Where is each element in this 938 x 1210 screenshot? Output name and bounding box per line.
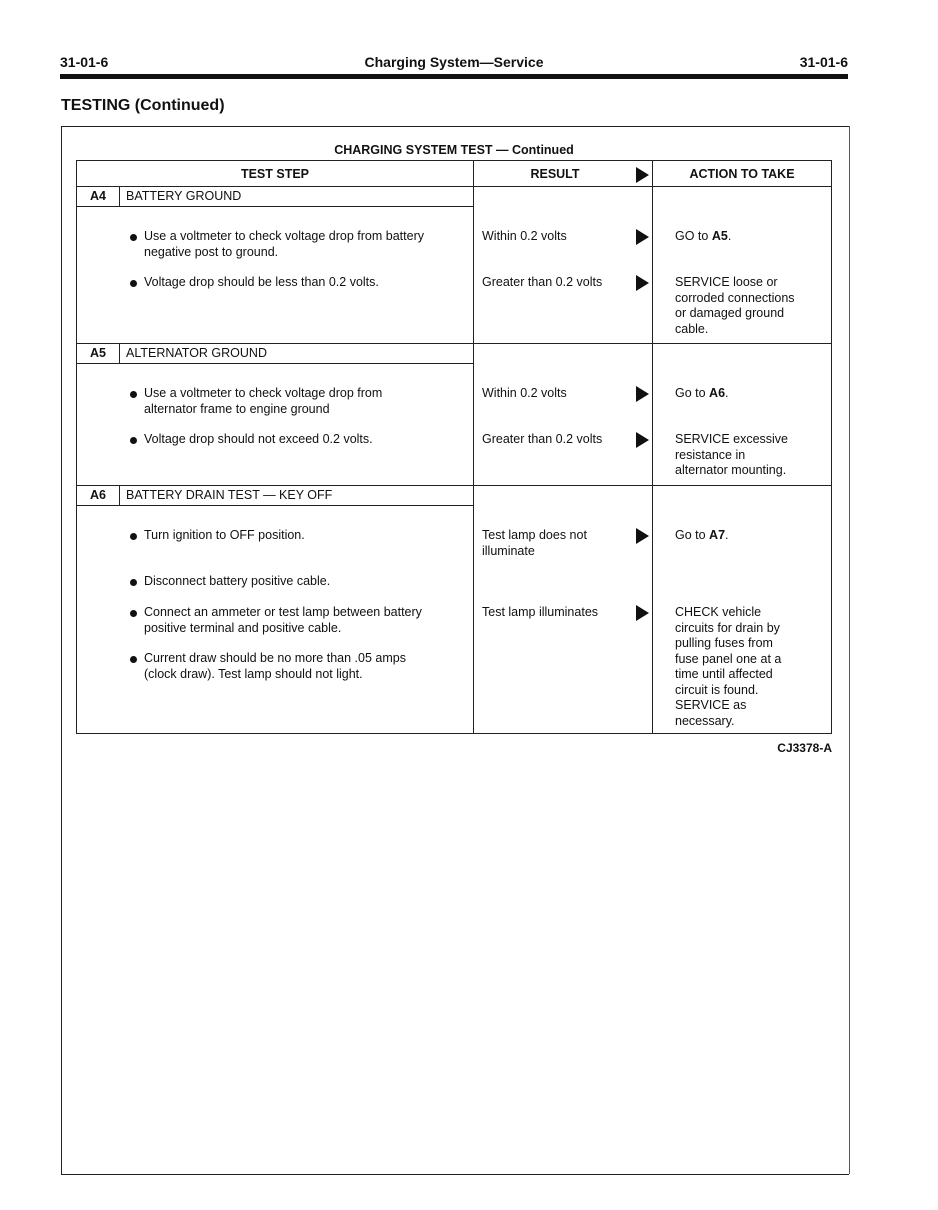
step-a4-instruction-2: Voltage drop should be less than 0.2 volts.: [144, 275, 379, 289]
result-arrow-icon: [636, 386, 649, 402]
result-arrow-icon: [636, 275, 649, 291]
step-a6-instruction-4: Current draw should be no more than .05 amps (clock draw). Test lamp should not light.: [144, 651, 406, 681]
step-a4-instruction-1: Use a voltmeter to check voltage drop from battery negative post to ground.: [144, 229, 424, 259]
row-divider: [77, 343, 831, 344]
section-title: TESTING (Continued): [61, 97, 225, 114]
step-name-underline: [77, 505, 473, 506]
result-arrow-icon: [636, 432, 649, 448]
step-id-a6: A6: [90, 488, 106, 502]
column-divider: [652, 161, 653, 733]
bullet-icon: [130, 391, 137, 398]
step-id-divider: [119, 485, 120, 505]
step-name-a5: ALTERNATOR GROUND: [126, 346, 267, 360]
bullet-icon: [130, 234, 137, 241]
bullet-icon: [130, 280, 137, 287]
page-header: [60, 54, 848, 72]
step-a6-action-2: CHECK vehicle circuits for drain by pulling fuses from fuse panel one at a time until affected circuit is found. SERVICE as necessary.: [675, 605, 782, 728]
result-arrow-icon: [636, 229, 649, 245]
step-a4-action-2: SERVICE loose or corroded connections or damaged ground cable.: [675, 275, 795, 336]
step-a6-instruction-1: Turn ignition to OFF position.: [144, 528, 305, 542]
step-id-a5: A5: [90, 346, 106, 360]
charging-system-test-table: [76, 160, 832, 734]
step-a6-result-1: Test lamp does not illuminate: [482, 528, 587, 558]
header-arrow-icon: [636, 167, 649, 183]
table-title: CHARGING SYSTEM TEST — Continued: [334, 143, 574, 157]
step-a5-result-1: Within 0.2 volts: [482, 386, 567, 400]
column-divider: [473, 161, 474, 733]
bullet-icon: [130, 533, 137, 540]
step-a6-result-2: Test lamp illuminates: [482, 605, 599, 619]
content-frame-right-edge: [849, 126, 850, 1174]
step-name-a6: BATTERY DRAIN TEST — KEY OFF: [126, 488, 333, 502]
col-header-result: RESULT: [530, 167, 580, 181]
step-a4-action-1: GO to A5.: [675, 229, 732, 243]
bullet-icon: [130, 656, 137, 663]
figure-reference: CJ3378-A: [777, 741, 832, 755]
step-name-underline: [77, 363, 473, 364]
step-a4-result-2: Greater than 0.2 volts: [482, 275, 603, 289]
col-header-test-step: TEST STEP: [240, 167, 310, 181]
step-id-divider: [119, 186, 120, 206]
step-a5-instruction-2: Voltage drop should not exceed 0.2 volts.: [144, 432, 373, 446]
page-number-left: 31-01-6: [60, 54, 109, 70]
step-a6-instruction-3: Connect an ammeter or test lamp between battery positive terminal and positive cable.: [144, 605, 422, 635]
bullet-icon: [130, 579, 137, 586]
step-a6-action-1: Go to A7.: [675, 528, 729, 542]
bullet-icon: [130, 437, 137, 444]
step-id-a4: A4: [90, 189, 106, 203]
result-arrow-icon: [636, 528, 649, 544]
header-rule: [60, 74, 848, 79]
page-header-title: Charging System—Service: [364, 54, 544, 70]
step-id-divider: [119, 343, 120, 363]
step-a6-instruction-2: Disconnect battery positive cable.: [144, 574, 331, 588]
step-a5-instruction-1: Use a voltmeter to check voltage drop from alternator frame to engine ground: [144, 386, 383, 416]
header-underline: [77, 186, 831, 187]
step-a5-action-1: Go to A6.: [675, 386, 729, 400]
result-arrow-icon: [636, 605, 649, 621]
step-a5-result-2: Greater than 0.2 volts: [482, 432, 603, 446]
step-a4-result-1: Within 0.2 volts: [482, 229, 567, 243]
row-divider: [77, 485, 831, 486]
step-name-underline: [77, 206, 473, 207]
page-number-right: 31-01-6: [799, 54, 848, 70]
bullet-icon: [130, 610, 137, 617]
step-a5-action-2: SERVICE excessive resistance in alternator mounting.: [675, 432, 789, 477]
col-header-action: ACTION TO TAKE: [689, 167, 795, 181]
step-name-a4: BATTERY GROUND: [126, 189, 242, 203]
